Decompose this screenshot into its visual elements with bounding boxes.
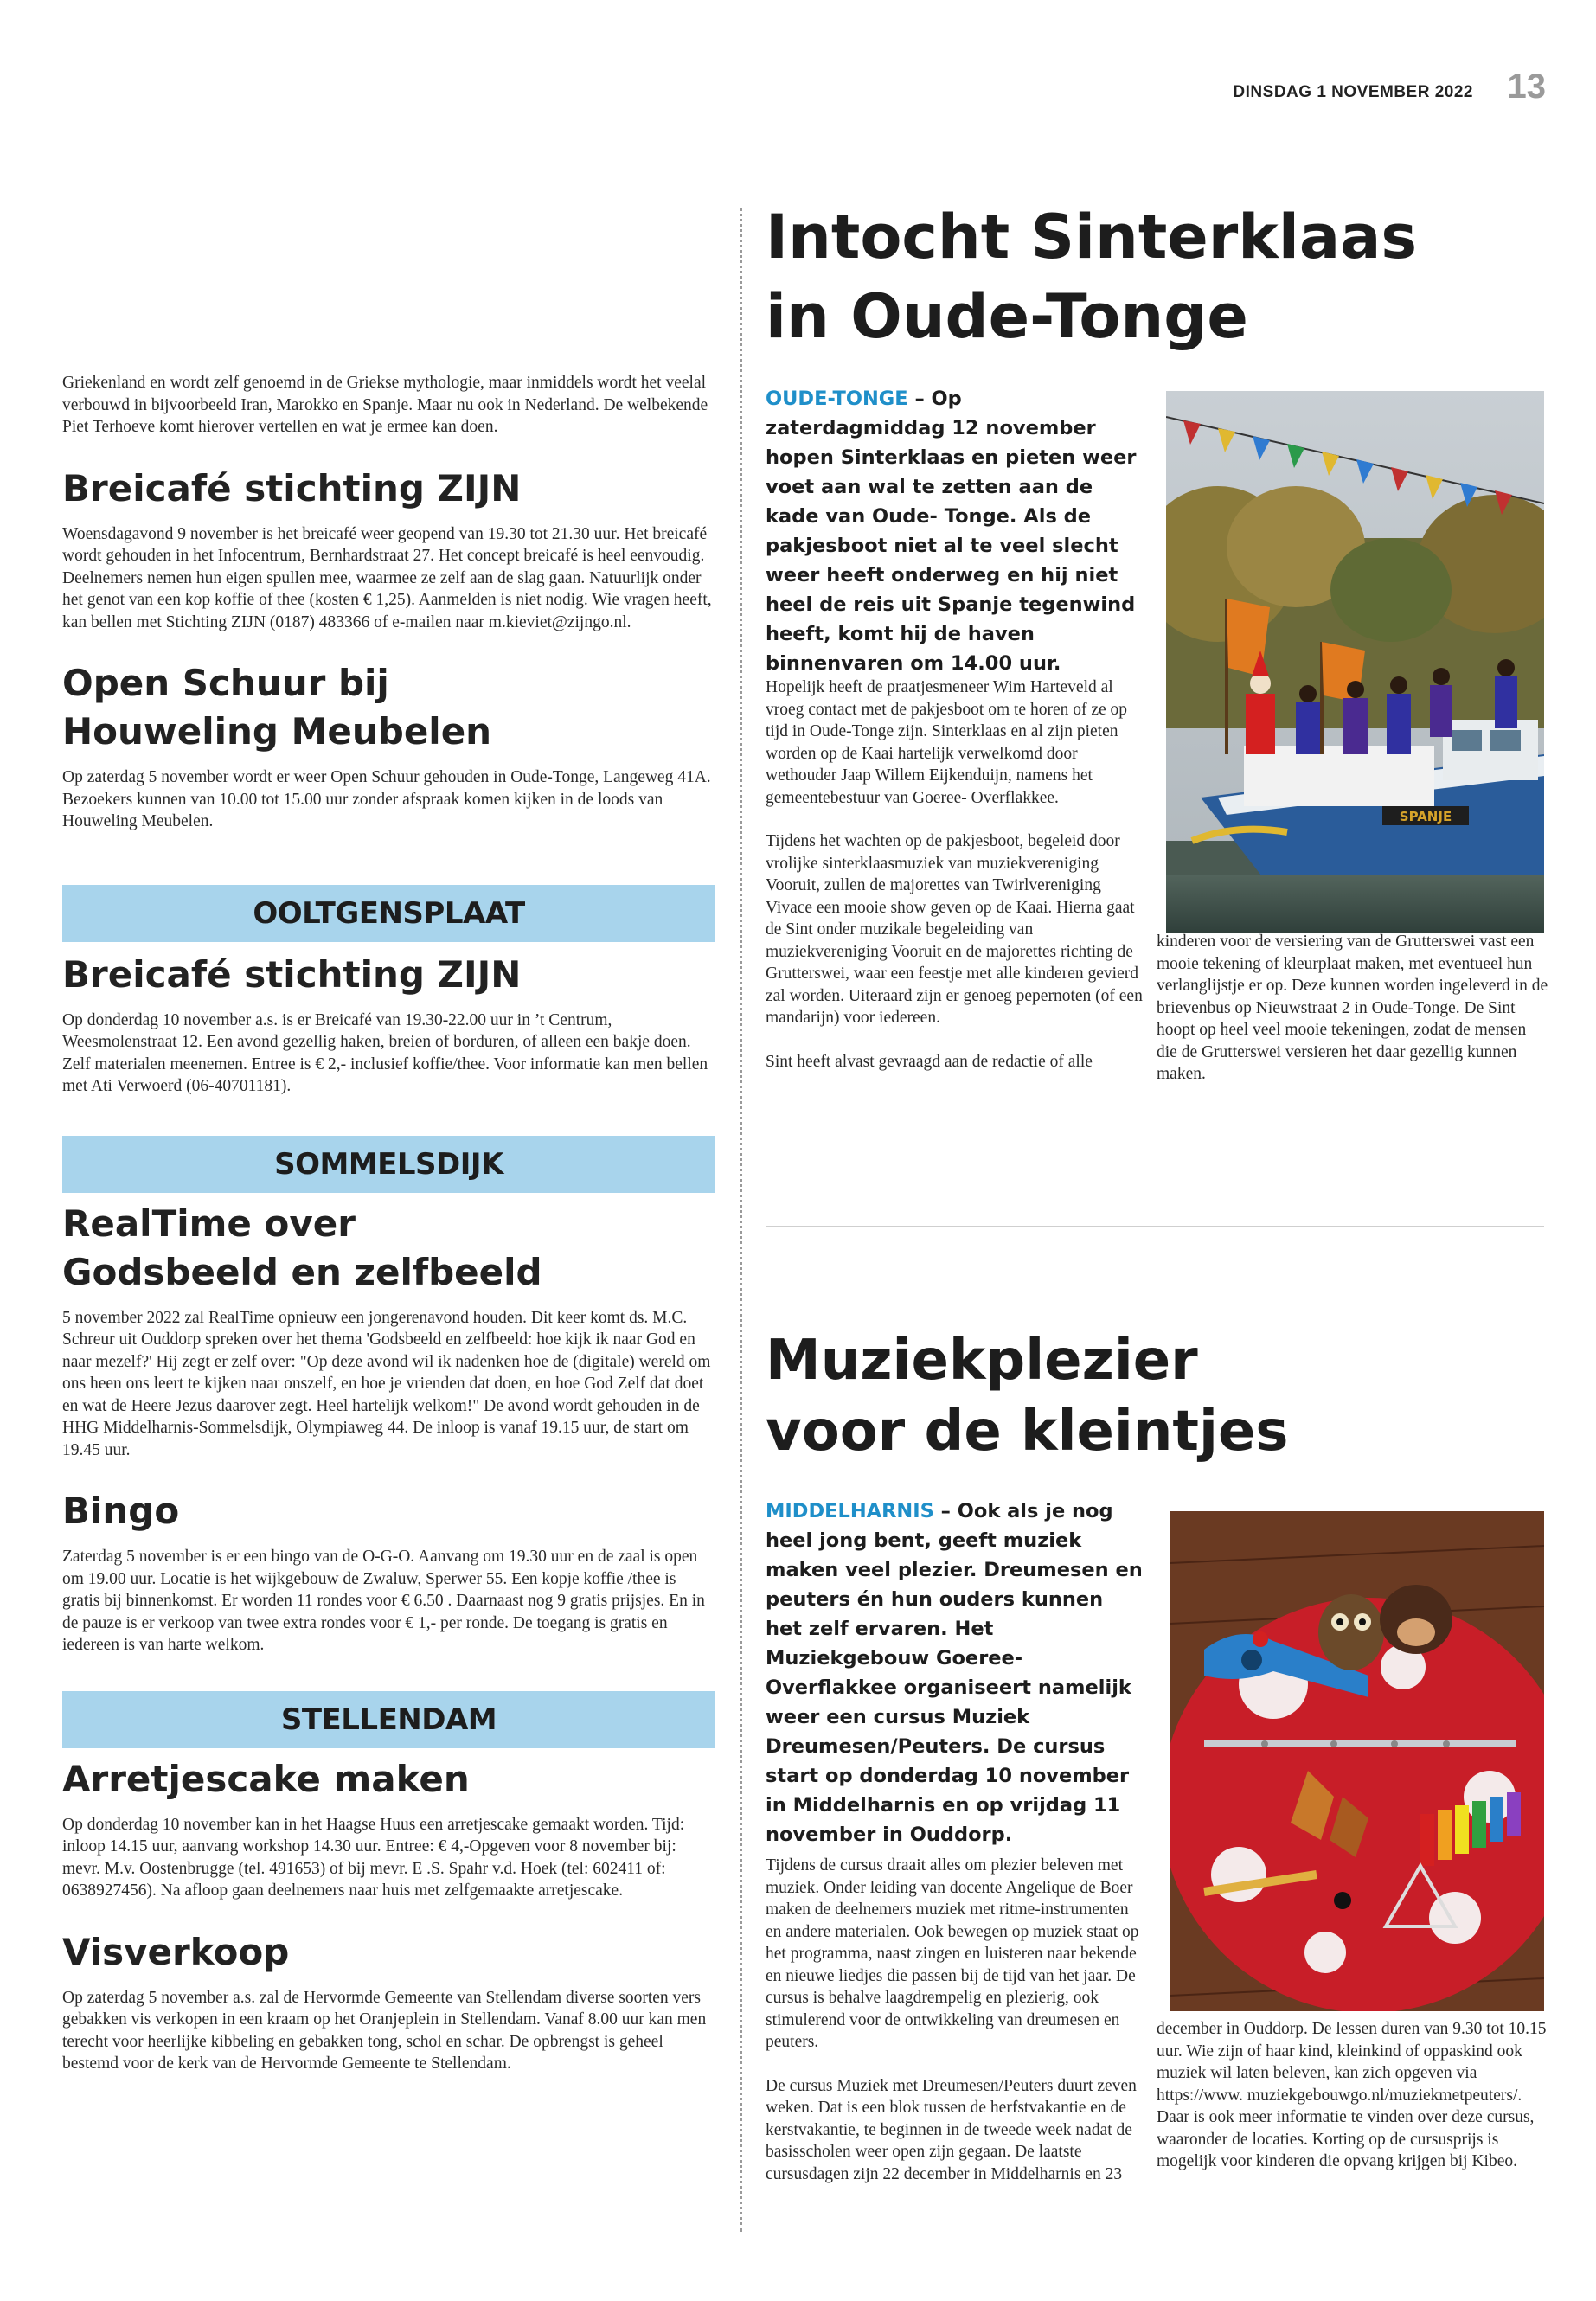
realtime-title-line1: RealTime over [62, 1202, 356, 1245]
sinterklaas-paragraph-3: Sint heeft alvast gevraagd aan de redactie of alle [766, 1052, 1093, 1071]
sinterklaas-title [766, 197, 1561, 356]
sinterklaas-lead-text: – Op zaterdagmiddag 12 november hopen Sinterklaas en pieten weer voet aan wal te zetten aan de kade van Oude- Tonge. Als de pakjesboot niet al te veel slecht weer heeft onderweg en hij niet heel de reis uit Spanje tegenwind heeft, komt hij de haven binnenvaren om 14.00 uur. [766, 388, 1137, 675]
muziek-title-line1: Muziekplezier [766, 1329, 1198, 1393]
sinterklaas-paragraph-1: Hopelijk heeft de praatjesmeneer Wim Harteveld al vroeg contact met de pakjesboot om te horen of ze op tijd in Oude-Tonge zijn. Sinterklaas en al zijn pieten worden op de Kaai hartelijk verwelkomd door wethouder Jaap Willem Eijkenduijn, namens het gemeentebestuur van Goeree- Overflakkee. [766, 678, 1128, 807]
header-date: DINSDAG 1 NOVEMBER 2022 [1233, 83, 1473, 101]
arretjescake-title: Arretjescake maken [62, 1757, 470, 1800]
open-schuur-title-line2: Houweling Meubelen [62, 710, 492, 753]
visverkoop-body: Op zaterdag 5 november a.s. zal de Hervormde Gemeente van Stellendam diverse soorten vers gebakken vis verkopen in een kraam op het Oranjeplein in Stellendam. Vanaf 8.00 uur kan men terecht voor heerlijke kibbeling en gebakken tong, schol en schar. De opbrengst is geheel bestemd voor de kerk van de Hervormde Gemeente te Stellendam. [62, 1988, 707, 2073]
column-divider [740, 208, 742, 2232]
realtime-title-line2: Godsbeeld en zelfbeeld [62, 1250, 542, 1293]
sinterklaas-column-2-text: kinderen voor de versiering van de Grutterswei vast een mooie tekening of kleurplaat maken, met eventueel hun verlanglijstje er op. Deze kunnen worden ingeleverd in de brievenbus op Nieuwstraat 2 in Oude-Tonge. De Sint hoopt op heel veel mooie tekeningen, zodat de mensen die de Grutterswei versieren het daar gezellig kunnen maken. [1157, 933, 1548, 1083]
instruments-photo [1170, 1511, 1544, 2011]
boat-illustration [1166, 391, 1544, 933]
open-schuur-body-1: Op zaterdag 5 november wordt er weer Open Schuur gehouden in Oude-Tonge, Langeweg 41A. [62, 768, 711, 786]
page-number: 13 [1507, 67, 1546, 106]
muziek-lead-place: MIDDELHARNIS [766, 1500, 934, 1522]
muziek-title-line2: voor de kleintjes [766, 1400, 1289, 1464]
sinterklaas-title-line2: in Oude-Tonge [766, 281, 1248, 352]
section-bar-ooltgensplaat: OOLTGENSPLAAT [62, 885, 715, 942]
sinterklaas-paragraph-2: Tijdens het wachten op de pakjesboot, begeleid door vrolijke sinterklaasmuziek van muziekvereniging Vooruit, zullen de majorettes van Twirlvereniging Vivace een mooie show geven op de Kaai. Hierna gaat de Sint onder muzikale begeleiding van muziekvereniging Vooruit en de majorettes richting de Grutterswei, waar een feestje met alle kinderen gevierd zal worden. Uiteraard zijn er genoeg pepernoten (of een mandarijn) voor iedereen. [766, 832, 1143, 1027]
sinterklaas-column-2 [1157, 931, 1550, 1107]
open-schuur-title-line1: Open Schuur bij [62, 662, 389, 704]
breicafe-2-title: Breicafé stichting ZIJN [62, 952, 522, 996]
sinterklaas-lead [766, 384, 1146, 678]
muziek-paragraph-2: De cursus Muziek met Dreumesen/Peuters duurt zeven weken. Dat is een blok tussen de herfstvakantie en de kerstvakantie, te beginnen in de tweede week nadat de basisscholen weer open zijn gegaan. De laatste cursusdagen zijn 22 december in Middelharnis en 23 [766, 2076, 1137, 2183]
muziek-lead [766, 1497, 1146, 1849]
section-bar-sommelsdijk: SOMMELSDIJK [62, 1136, 715, 1193]
section-bar-stellendam: STELLENDAM [62, 1691, 715, 1748]
muziek-body [766, 1855, 1146, 2207]
muziek-column-2-text: december in Ouddorp. De lessen duren van 9.30 tot 10.15 uur. Wie zijn of haar kind, kleinkind of oppaskind ook muziek wil laten beleven, kan zich opgeven via https://www. muziekgebouwgo.nl/muziekmetpeuters/. Daar is ook meer informatie te vinden over deze cursus, waaronder de locaties. Korting op de cursusprijs is mogelijk voor kinderen die opvang krijgen bij Kibeo. [1157, 2020, 1547, 2170]
breicafe-title: Breicafé stichting ZIJN [62, 466, 522, 510]
breicafe-2-body: Op donderdag 10 november a.s. is er Breicafé van 19.30-22.00 uur in ’t Centrum, Weesmolenstraat 12. Een avond gezellig haken, breien of borduren, of alleen een bakje doen. Zelf materialen meenemen. Entree is € 2,- inclusief koffie/thee. Voor informatie kan men bellen met Ati Verwoerd (06-40701181). [62, 1010, 708, 1095]
arretjescake-body: Op donderdag 10 november kan in het Haagse Huus een arretjescake gemaakt worden. Tijd: inloop 14.15 uur, aanvang workshop 14.30 uur. Entree: € 4,-Opgeven voor 8 november bij: mevr. M.v. Oostenbrugge (tel. 491653) of bij mevr. E .S. Spahr v.d. Hoek (tel: 602411 of: 0638927456). Na afloop gaan deelnemers naar huis met zelfgemaakte arretjescake. [62, 1815, 685, 1900]
muziek-lead-text: – Ook als je nog heel jong bent, geeft muziek maken veel plezier. Dreumesen en peuters én hun ouders kunnen het zelf ervaren. Het Muziekgebouw Goeree-Overflakkee organiseert namelijk weer een cursus Muziek Dreumesen/Peuters. De cursus start op donderdag 10 november in Middelharnis en op vrijdag 11 november in Ouddorp. [766, 1500, 1143, 1846]
bingo-title: Bingo [62, 1490, 180, 1532]
muziek-title [766, 1325, 1561, 1467]
sinterklaas-title-line1: Intocht Sinterklaas [766, 202, 1417, 272]
breicafe-body: Woensdagavond 9 november is het breicafé weer geopend van 19.30 tot 21.30 uur. Het breicafé wordt gehouden in het Infocentrum, Bernhardstraat 27. Het concept breicafé is heel eenvoudig. Deelnemers nemen hun eigen spullen mee, waarmee ze zelf aan de slag gaan. Natuurlijk onder het genot van een kop koffie of thee (kosten € 1,25). Aanmelden is niet nodig. Wie vragen heeft, kan bellen met Stichting ZIJN (0187) 483366 of e-mailen naar m.kieviet@zijngo.nl. [62, 524, 712, 631]
open-schuur-body-2: Bezoekers kunnen van 10.00 tot 15.00 uur zonder afspraak komen kijken in de loods van Houweling Meubelen. [62, 790, 663, 830]
muziek-paragraph-1: Tijdens de cursus draait alles om plezier beleven met muziek. Onder leiding van docente Angelique de Boer maken de deelnemers muziek met ritme-instrumenten en andere materialen. Ook bewegen op muziek staat op het programma, naast zingen en luisteren naar bekende en nieuwe liedjes die passen bij de tijd van het jaar. De cursus is behalve laagdrempelig en plezierig, ook stimulerend voor de ontwikkeling van dreumesen en peuters. [766, 1856, 1139, 2051]
realtime-title [62, 1200, 715, 1297]
sinterklaas-boat-photo [1166, 391, 1544, 933]
intro-paragraph: Griekenland en wordt zelf genoemd in de Griekse mythologie, maar inmiddels wordt het veelal verbouwd in bijvoorbeeld Iran, Marokko en Spanje. Maar nu ook in Nederland. De welbekende Piet Terhoeve komt hierover vertellen en wat je ermee kan doen. [62, 374, 708, 436]
sinterklaas-body [766, 676, 1146, 1094]
visverkoop-title: Visverkoop [62, 1930, 290, 1973]
sinterklaas-lead-place: OUDE-TONGE [766, 388, 908, 410]
bingo-body: Zaterdag 5 november is er een bingo van de O-G-O. Aanvang om 19.30 uur en de zaal is open om 19.00 uur. Locatie is het wijkgebouw de Zwaluw, Sperwer 55. Een kopje koffie /thee is gratis bij binnenkomst. Er worden 11 rondes voor € 6.50 . Daarnaast nog 9 gratis prijsjes. En in de pauze is er verkoop van twee extra rondes voor € 1,- per ronde. De toegang is gratis en iedereen is van harte welkom. [62, 1548, 705, 1654]
instruments-illustration [1170, 1511, 1544, 2011]
boat-name: SPANJE [1399, 809, 1452, 824]
muziek-column-2 [1157, 2018, 1550, 2195]
open-schuur-title [62, 659, 715, 756]
article-separator [766, 1226, 1544, 1227]
realtime-body: 5 november 2022 zal RealTime opnieuw een jongerenavond houden. Dit keer komt ds. M.C. Schreur uit Ouddorp spreken over het thema 'Godsbeeld en zelfbeeld: hoe kijk ik naar God en naar mezelf?' Hij zegt er zelf over: "Op deze avond wil ik nadenken hoe de (digitale) wereld om ons heen ons leert te kijken naar onszelf, en hoe je vrienden dat doen, en hoe God Zelf dat doet en wat de Heere Jezus daarover zegt. Heel hartelijk welkom!" De avond wordt gehouden in de HHG Middelharnis-Sommelsdijk, Olympiaweg 44. De inloop is vanaf 19.15 uur, de start om 19.45 uur. [62, 1308, 711, 1459]
left-column [62, 372, 715, 2075]
